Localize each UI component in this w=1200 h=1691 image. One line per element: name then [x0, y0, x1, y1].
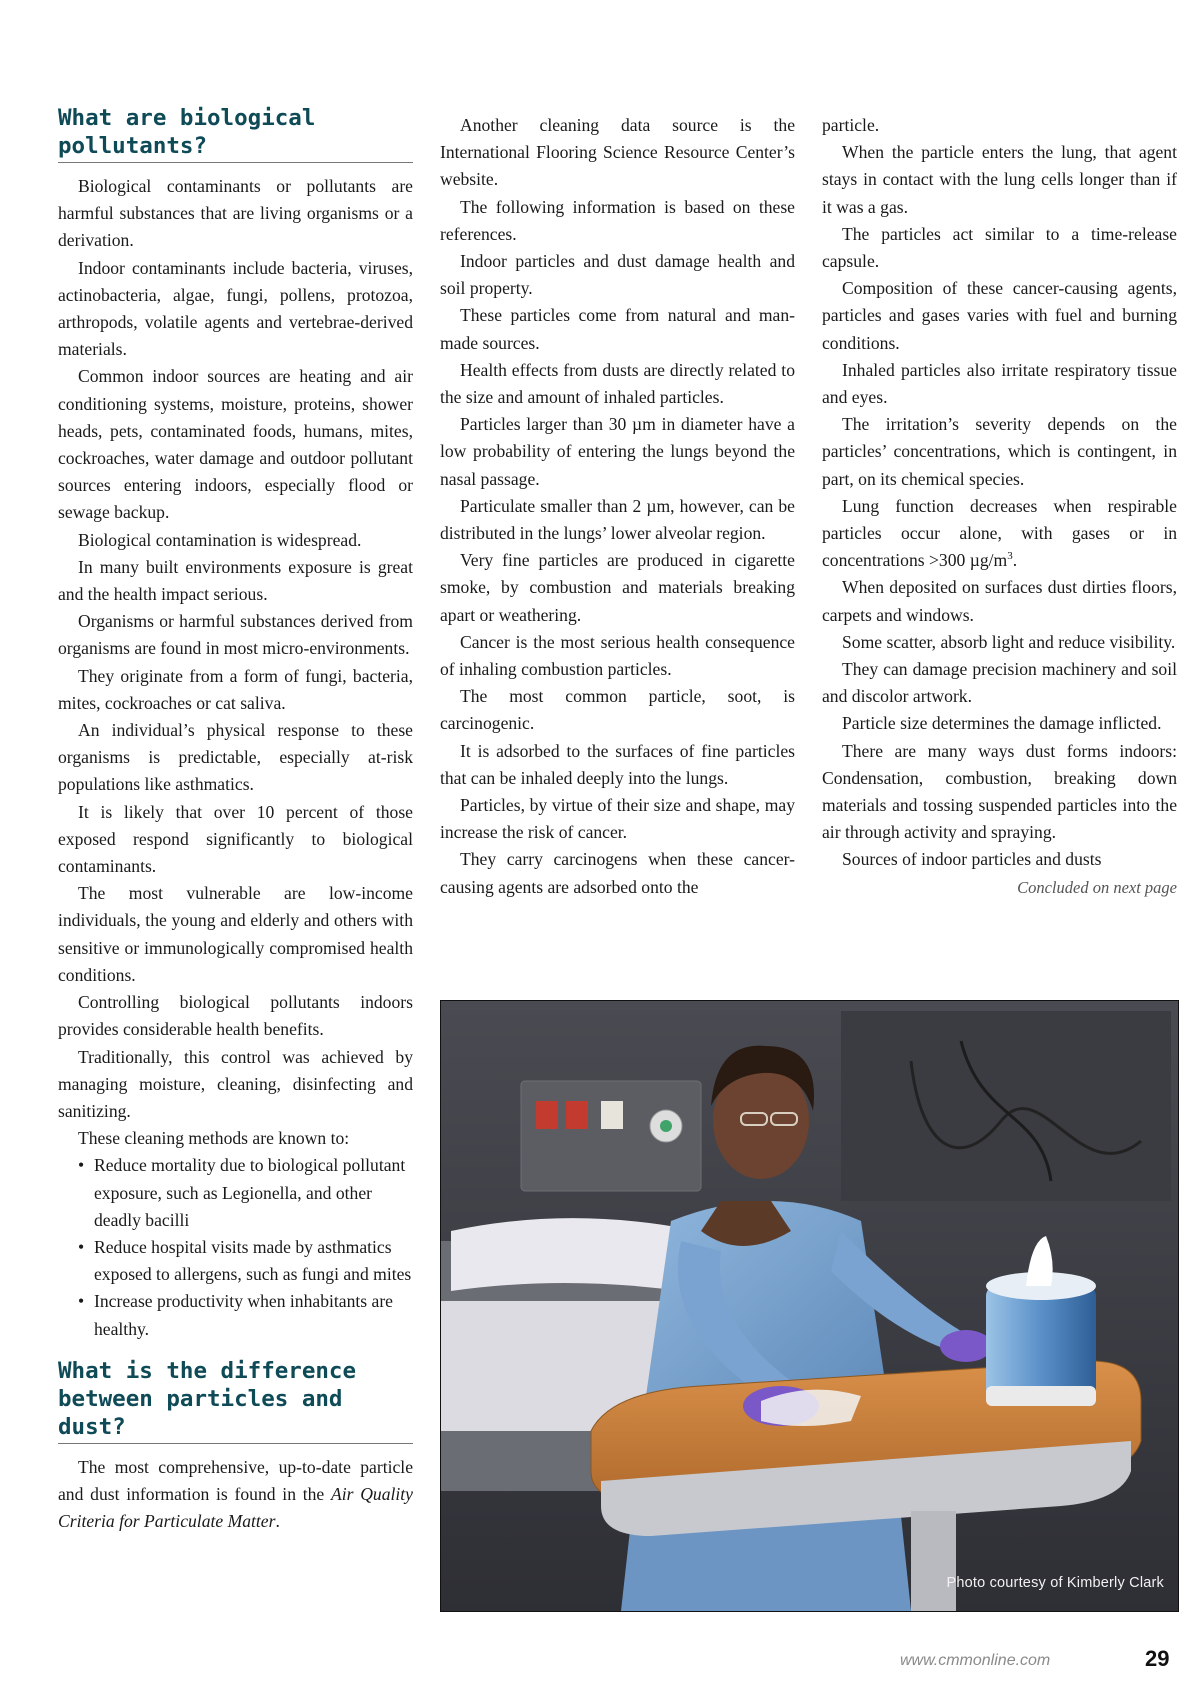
paragraph: When the particle enters the lung, that agent stays in contact with the lung cells longer than if it was a gas.	[822, 142, 1177, 217]
paragraph: Traditionally, this control was achieved by managing moisture, cleaning, disinfecting and sanitizing.	[58, 1046, 413, 1121]
list-item: • Reduce hospital visits made by asthmatics exposed to allergens, such as fungi and mites	[58, 1234, 413, 1288]
paragraph: Cancer is the most serious health consequence of inhaling combustion particles.	[440, 631, 795, 680]
paragraph: Biological contamination is widespread.	[78, 529, 362, 550]
outlet	[601, 1101, 623, 1129]
paragraph: Common indoor sources are heating and air conditioning systems, moisture, proteins, shower heads, pets, contaminated foods, humans, mites, cockroaches, water damage and outdoor pollutant sources entering indoors, especially flood or sewage backup.	[58, 366, 413, 523]
paragraph: When deposited on surfaces dust dirties floors, carpets and windows.	[822, 577, 1177, 625]
column-3	[822, 112, 1177, 901]
paragraph: In many built environments exposure is great and the health impact serious.	[58, 556, 413, 605]
paragraph: These cleaning methods are known to:	[78, 1128, 350, 1149]
paragraph: Biological contaminants or pollutants are harmful substances that are living organisms or a derivation.	[58, 176, 413, 251]
paragraph: The particles act similar to a time-release capsule.	[822, 223, 1177, 272]
gauge-dial	[660, 1120, 672, 1132]
cleaning-benefits-list	[58, 1152, 413, 1342]
column-2	[440, 112, 795, 901]
publication-title: Air Quality Criteria for Particulate Matter	[58, 1483, 413, 1532]
paragraph-text: Lung function decreases when respirable particles occur alone, with gases or in concentrations >300 µg/m	[822, 495, 1177, 571]
paragraph: Particulate smaller than 2 µm, however, can be distributed in the lungs’ lower alveolar region.	[440, 495, 795, 544]
photo-credit: Photo courtesy of Kimberly Clark	[946, 1575, 1164, 1591]
footer-website: www.cmmonline.com	[900, 1652, 1051, 1669]
paragraph: These particles come from natural and man-made sources.	[440, 305, 795, 353]
cleaning-photo	[440, 1000, 1179, 1612]
outlet	[536, 1101, 558, 1129]
paragraph: The most common particle, soot, is carcinogenic.	[440, 686, 795, 734]
paragraph: Particle size determines the damage inflicted.	[842, 713, 1162, 734]
glove	[940, 1330, 992, 1362]
canister-base	[986, 1386, 1096, 1406]
list-item: • Increase productivity when inhabitants are healthy.	[58, 1288, 413, 1342]
paragraph: Inhaled particles also irritate respiratory tissue and eyes.	[822, 359, 1177, 408]
table-column	[911, 1511, 956, 1611]
page-number: 29	[1145, 1646, 1170, 1671]
paragraph-continued: particle.	[822, 115, 880, 135]
heading-particles-and-dust: What is the difference between particles and dust?	[58, 1357, 413, 1444]
paragraph: Particles larger than 30 µm in diameter have a low probability of entering the lungs beyond the nasal passage.	[440, 414, 795, 489]
paragraph: The following information is based on these references.	[440, 196, 795, 244]
paragraph	[822, 493, 1177, 575]
outlet	[566, 1101, 588, 1129]
paragraph: They can damage precision machinery and soil and discolor artwork.	[822, 659, 1177, 707]
photo-illustration	[441, 1001, 1178, 1611]
paragraph: The irritation’s severity depends on the particles’ concentrations, which is contingent, in part, on its chemical species.	[822, 414, 1177, 489]
paragraph: They carry carcinogens when these cancer-causing agents are adsorbed onto the	[440, 849, 795, 897]
paragraph-text: The most comprehensive, up-to-date particle and dust information is found in the	[58, 1456, 413, 1504]
paragraph-end: .	[275, 1511, 280, 1532]
paragraph: Another cleaning data source is the International Flooring Science Resource Center’s website.	[440, 115, 795, 190]
column-1	[58, 104, 413, 1535]
paragraph: They originate from a form of fungi, bacteria, mites, cockroaches or cat saliva.	[58, 665, 413, 713]
paragraph: Composition of these cancer-causing agents, particles and gases varies with fuel and burning conditions.	[822, 278, 1177, 353]
superscript: 3	[1007, 550, 1013, 563]
paragraph: Very fine particles are produced in cigarette smoke, by combustion and materials breaking apart or weathering.	[440, 550, 795, 625]
paragraph: Sources of indoor particles and dusts	[842, 849, 1102, 870]
list-item: • Reduce mortality due to biological pollutant exposure, such as Legionella, and other deadly bacilli	[58, 1152, 413, 1234]
paragraph: Controlling biological pollutants indoors provides considerable health benefits.	[58, 992, 413, 1040]
paragraph: Some scatter, absorb light and reduce visibility.	[842, 631, 1176, 652]
paragraph: Indoor particles and dust damage health and soil property.	[440, 251, 795, 299]
paragraph: Particles, by virtue of their size and shape, may increase the risk of cancer.	[440, 795, 795, 843]
paragraph: An individual’s physical response to these organisms is predictable, especially at-risk populations like asthmatics.	[58, 720, 413, 795]
paragraph-end: .	[1012, 550, 1018, 571]
paragraph: It is adsorbed to the surfaces of fine particles that can be inhaled deeply into the lungs.	[440, 740, 795, 788]
paragraph: The most vulnerable are low-income individuals, the young and elderly and others with sensitive or immunologically compromised health conditions.	[58, 883, 413, 985]
paragraph	[58, 1454, 413, 1536]
paragraph: Indoor contaminants include bacteria, viruses, actinobacteria, algae, fungi, pollens, protozoa, arthropods, volatile agents and vertebrae-derived materials.	[58, 257, 413, 360]
heading-biological-pollutants: What are biological pollutants?	[58, 104, 413, 163]
paragraph: There are many ways dust forms indoors: Condensation, combustion, breaking down materials and tossing suspended particles into the air through activity and spraying.	[822, 740, 1177, 843]
paragraph: Organisms or harmful substances derived from organisms are found in most micro-environments.	[58, 611, 413, 659]
paragraph: Health effects from dusts are directly related to the size and amount of inhaled particles.	[440, 359, 795, 408]
paragraph: It is likely that over 10 percent of those exposed respond significantly to biological contaminants.	[58, 801, 413, 877]
continued-note: Concluded on next page	[1017, 877, 1177, 897]
monitor-equipment	[841, 1011, 1171, 1201]
